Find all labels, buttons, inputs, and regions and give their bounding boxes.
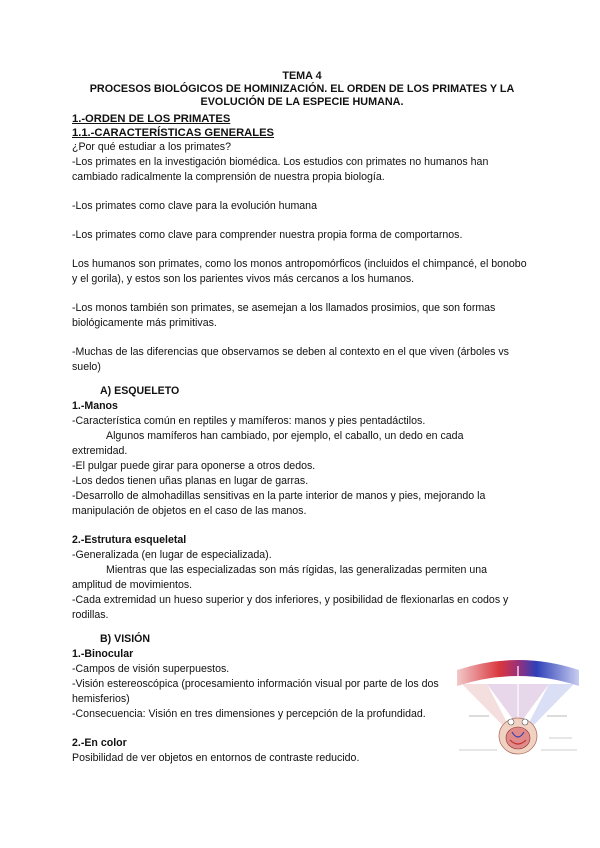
paragraph: -El pulgar puede girar para oponerse a otros dedos. <box>72 460 316 472</box>
manos-heading: 1.-Manos <box>72 400 118 412</box>
paragraph: extremidad. <box>72 445 128 457</box>
paragraph: -Los primates en la investigación biomédica. Los estudios con primates no humanos han cambiado radicalmente la comprensión de nuestra propia biología. <box>72 156 489 183</box>
paragraph: -Los primates como clave para comprender nuestra propia forma de comportarnos. <box>72 229 463 241</box>
paragraph: -Los monos también son primates, se asemejan a los llamados prosimios, que son formas biológicamente más primitivas. <box>72 302 496 329</box>
paragraph: -Los dedos tienen uñas planas en lugar de garras. <box>72 475 309 487</box>
binocular-vision-diagram <box>457 656 579 756</box>
paragraph: -Cada extremidad un hueso superior y dos inferiores, y posibilidad de flexionarlas en codos y rodillas. <box>72 594 509 621</box>
estructura-heading: 2.-Estrutura esqueletal <box>72 534 187 546</box>
paragraph: Mientras que las especializadas son más rígidas, las generalizadas permiten una <box>106 564 487 576</box>
brain-icon <box>506 727 530 749</box>
paragraph: -Los primates como clave para la evolución humana <box>72 200 317 212</box>
paragraph: -Consecuencia: Visión en tres dimensiones y percepción de la profundidad. <box>72 708 426 720</box>
tema-label: TEMA 4 <box>282 70 322 82</box>
paragraph: -Generalizada (en lugar de especializada). <box>72 549 272 561</box>
paragraph: -Visión estereoscópica (procesamiento información visual por parte de los dos hemisferios) <box>72 678 439 705</box>
paragraph: -Campos de visión superpuestos. <box>72 663 230 675</box>
doc-title-line2: EVOLUCIÓN DE LA ESPECIE HUMANA. <box>200 96 404 108</box>
paragraph: -Característica común en reptiles y mamíferos: manos y pies pentadáctilos. <box>72 415 426 427</box>
paragraph: Posibilidad de ver objetos en entornos de contraste reducido. <box>72 752 360 764</box>
paragraph: Los humanos son primates, como los monos antropomórficos (incluidos el chimpancé, el bonobo y el gorila), y estos son los parientes vivos más cercanos a los humanos. <box>72 258 527 285</box>
section-1-1-heading: 1.1.-CARACTERÍSTICAS GENERALES <box>72 127 275 139</box>
doc-title-line1: PROCESOS BIOLÓGICOS DE HOMINIZACIÓN. EL ORDEN DE LOS PRIMATES Y LA <box>89 83 515 95</box>
paragraph: amplitud de movimientos. <box>72 579 193 591</box>
color-heading: 2.-En color <box>72 737 127 749</box>
section-a-heading: A) ESQUELETO <box>100 385 180 397</box>
section-1-heading: 1.-ORDEN DE LOS PRIMATES <box>72 113 231 125</box>
paragraph: -Desarrollo de almohadillas sensitivas en la parte interior de manos y pies, mejorando la manipulación de objetos en el caso de las manos. <box>72 490 486 517</box>
paragraph: -Muchas de las diferencias que observamos se deben al contexto en el que viven (árboles vs suelo) <box>72 346 509 373</box>
binocular-heading: 1.-Binocular <box>72 648 134 660</box>
paragraph: Algunos mamíferos han cambiado, por ejemplo, el caballo, un dedo en cada <box>106 430 464 442</box>
question: ¿Por qué estudiar a los primates? <box>72 141 231 153</box>
section-b-heading: B) VISIÓN <box>100 633 151 645</box>
